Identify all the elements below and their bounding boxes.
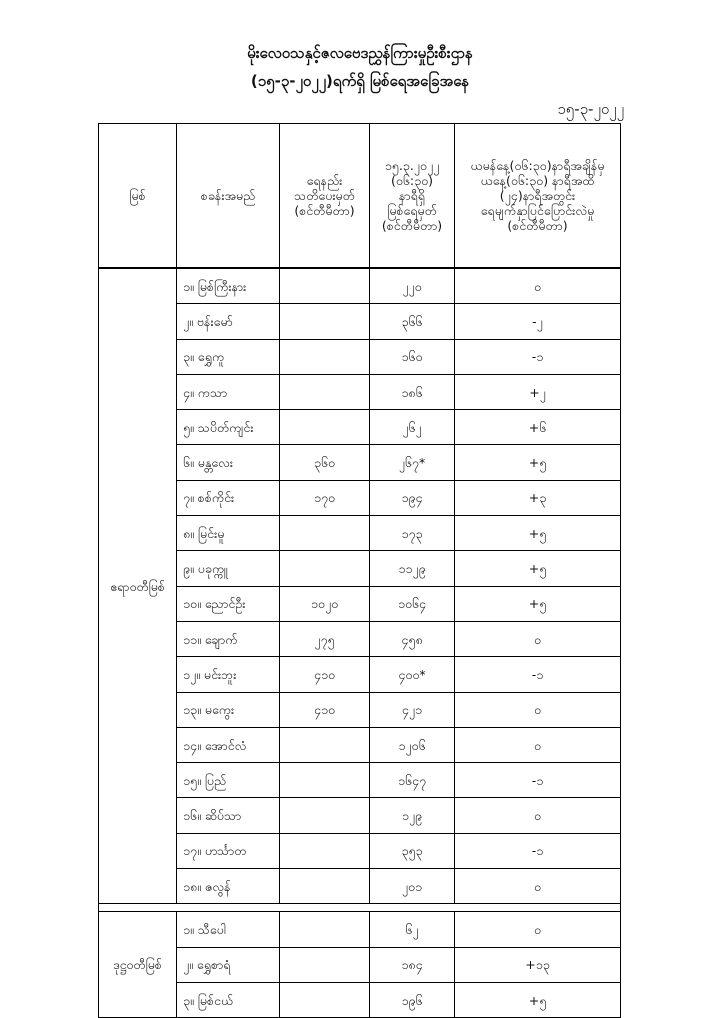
- station-cell: ၁။ သီပေါ: [177, 912, 280, 947]
- table-row: [99, 410, 621, 445]
- water-level-cell: ၂၆၇*: [370, 445, 455, 480]
- level-change-cell: ၀: [455, 727, 621, 762]
- header-river: မြစ်: [99, 124, 177, 269]
- station-cell: ၂။ ဗန်းမော်: [177, 304, 280, 339]
- table-row: [99, 798, 621, 833]
- level-change-cell: +၅: [455, 982, 621, 1017]
- station-cell: ၉။ ပခုက္ကူ: [177, 551, 280, 586]
- warning-level-cell: ၃၆၀: [280, 445, 370, 480]
- level-change-cell: ၀: [455, 798, 621, 833]
- level-change-cell: +၅: [455, 551, 621, 586]
- table-row: [99, 445, 621, 480]
- station-cell: ၁။ မြစ်ကြီးနား: [177, 268, 280, 304]
- table-row: [99, 727, 621, 762]
- water-level-cell: ၁၆၄၇: [370, 763, 455, 798]
- water-level-cell: ၁၁၂၉: [370, 551, 455, 586]
- warning-level-cell: [280, 410, 370, 445]
- warning-level-cell: [280, 763, 370, 798]
- warning-level-cell: [280, 982, 370, 1017]
- warning-level-cell: [280, 374, 370, 409]
- warning-level-cell: ၁၇၀: [280, 480, 370, 515]
- table-row: [99, 912, 621, 947]
- water-level-cell: ၁၈၆: [370, 374, 455, 409]
- table-row: [99, 268, 621, 304]
- station-cell: ၃။ မြစ်ငယ်: [177, 982, 280, 1017]
- header-warning-level: ရေနည်း သတိပေးမှတ် (စင်တီမီတာ): [280, 124, 370, 269]
- warning-level-cell: [280, 339, 370, 374]
- level-change-cell: +၅: [455, 516, 621, 551]
- table-row: [99, 621, 621, 656]
- river-level-table: [98, 123, 621, 1018]
- station-cell: ၁၈။ ဇလွန်: [177, 869, 280, 904]
- water-level-cell: ၁၀၆၄: [370, 586, 455, 621]
- report-date: ၁၅-၃-၂၀၂၂: [557, 100, 624, 118]
- level-change-cell: ၀: [455, 869, 621, 904]
- level-change-cell: ၀: [455, 621, 621, 656]
- table-row: [99, 516, 621, 551]
- water-level-cell: ၁၈၄: [370, 947, 455, 982]
- water-level-cell: ၁၉၄: [370, 480, 455, 515]
- level-change-cell: +၅: [455, 445, 621, 480]
- water-level-cell: ၁၂၀၆: [370, 727, 455, 762]
- station-cell: ၄။ ကသာ: [177, 374, 280, 409]
- level-change-cell: ၀: [455, 268, 621, 304]
- station-cell: ၁၁။ ချောက်: [177, 621, 280, 656]
- station-cell: ၃။ ရွှေကူ: [177, 339, 280, 374]
- table-row: [99, 586, 621, 621]
- table-row: [99, 480, 621, 515]
- table-row: [99, 869, 621, 904]
- level-change-cell: ၀: [455, 912, 621, 947]
- station-cell: ၁၀။ ညောင်ဦး: [177, 586, 280, 621]
- table-row: [99, 763, 621, 798]
- warning-level-cell: ၁၀၂၀: [280, 586, 370, 621]
- warning-level-cell: [280, 869, 370, 904]
- table-header-row: [99, 124, 621, 269]
- table-row: [99, 339, 621, 374]
- water-level-cell: ၃၆၆: [370, 304, 455, 339]
- level-change-cell: -၁: [455, 339, 621, 374]
- warning-level-cell: [280, 947, 370, 982]
- station-cell: ၁၇။ ဟင်္သာတ: [177, 833, 280, 868]
- warning-level-cell: [280, 798, 370, 833]
- table-row: [99, 947, 621, 982]
- water-level-cell: ၁၆၀: [370, 339, 455, 374]
- header-water-level: ၁၅.၃.၂၀၂၂ (၀၆:၃၀) နာရီရှိ မြစ်ရေမှတ် (စင်တီမီတာ): [370, 124, 455, 269]
- station-cell: ၇။ စစ်ကိုင်း: [177, 480, 280, 515]
- station-cell: ၈။ မြင်းမူ: [177, 516, 280, 551]
- table-row: [99, 374, 621, 409]
- station-cell: ၁၂။ မင်းဘူး: [177, 657, 280, 692]
- header-station: စခန်းအမည်: [177, 124, 280, 269]
- water-level-cell: ၃၅၃: [370, 833, 455, 868]
- water-level-cell: ၁၇၃: [370, 516, 455, 551]
- level-change-cell: -၁: [455, 763, 621, 798]
- warning-level-cell: [280, 268, 370, 304]
- water-level-cell: ၄၀၀*: [370, 657, 455, 692]
- station-cell: ၁၄။ အောင်လံ: [177, 727, 280, 762]
- table-row: [99, 833, 621, 868]
- water-level-cell: ၂၂၀: [370, 268, 455, 304]
- warning-level-cell: ၄၁၀: [280, 657, 370, 692]
- level-change-cell: -၂: [455, 304, 621, 339]
- warning-level-cell: [280, 304, 370, 339]
- table-row: [99, 692, 621, 727]
- water-level-cell: ၁၉၆: [370, 982, 455, 1017]
- warning-level-cell: [280, 551, 370, 586]
- water-level-cell: ၁၂၉: [370, 798, 455, 833]
- table-row: [99, 551, 621, 586]
- river-name-cell: ဧရာဝတီမြစ်: [99, 268, 177, 904]
- water-level-cell: ၆၂: [370, 912, 455, 947]
- warning-level-cell: ၄၁၀: [280, 692, 370, 727]
- page-title: မိုးလေဝသနှင့်ဇလဗေဒညွှန်ကြားမှုဦးစီးဌာန: [247, 44, 473, 62]
- level-change-cell: +၁၃: [455, 947, 621, 982]
- page-subtitle: (၁၅-၃-၂၀၂၂)ရက်ရှိ မြစ်ရေအခြေအနေ: [250, 72, 470, 90]
- station-cell: ၂။ ရွှေစာရံ: [177, 947, 280, 982]
- level-change-cell: +၅: [455, 586, 621, 621]
- warning-level-cell: ၂၇၅: [280, 621, 370, 656]
- group-separator: [99, 904, 621, 912]
- warning-level-cell: [280, 727, 370, 762]
- table-row: [99, 304, 621, 339]
- warning-level-cell: [280, 912, 370, 947]
- level-change-cell: +၃: [455, 480, 621, 515]
- table-row: [99, 657, 621, 692]
- station-cell: ၁၆။ ဆိပ်သာ: [177, 798, 280, 833]
- warning-level-cell: [280, 833, 370, 868]
- level-change-cell: -၁: [455, 657, 621, 692]
- header-change: ယမန်နေ့(၀၆:၃၀)နာရီအချိန်မှ ယနေ့(၀၆:၃၀) နာရီအထိ (၂၄)နာရီအတွင်း ရေမျက်နှာပြင်ပြောင်းလဲမှု (စင်တီမီတာ): [455, 124, 621, 269]
- station-cell: ၁၃။ မကွေး: [177, 692, 280, 727]
- separator-cell: [99, 904, 621, 912]
- station-cell: ၅။ သပိတ်ကျင်း: [177, 410, 280, 445]
- level-change-cell: +၆: [455, 410, 621, 445]
- station-cell: ၆။ မန္တလေး: [177, 445, 280, 480]
- level-change-cell: +၂: [455, 374, 621, 409]
- level-change-cell: ၀: [455, 692, 621, 727]
- water-level-cell: ၂၀၁: [370, 869, 455, 904]
- water-level-cell: ၂၆၂: [370, 410, 455, 445]
- warning-level-cell: [280, 516, 370, 551]
- station-cell: ၁၅။ ပြည်: [177, 763, 280, 798]
- water-level-cell: ၄၅၈: [370, 621, 455, 656]
- water-level-cell: ၄၂၁: [370, 692, 455, 727]
- level-change-cell: -၁: [455, 833, 621, 868]
- river-name-cell: ဒုဋ္ဌဝတီမြစ်: [99, 912, 177, 1018]
- table-row: [99, 982, 621, 1017]
